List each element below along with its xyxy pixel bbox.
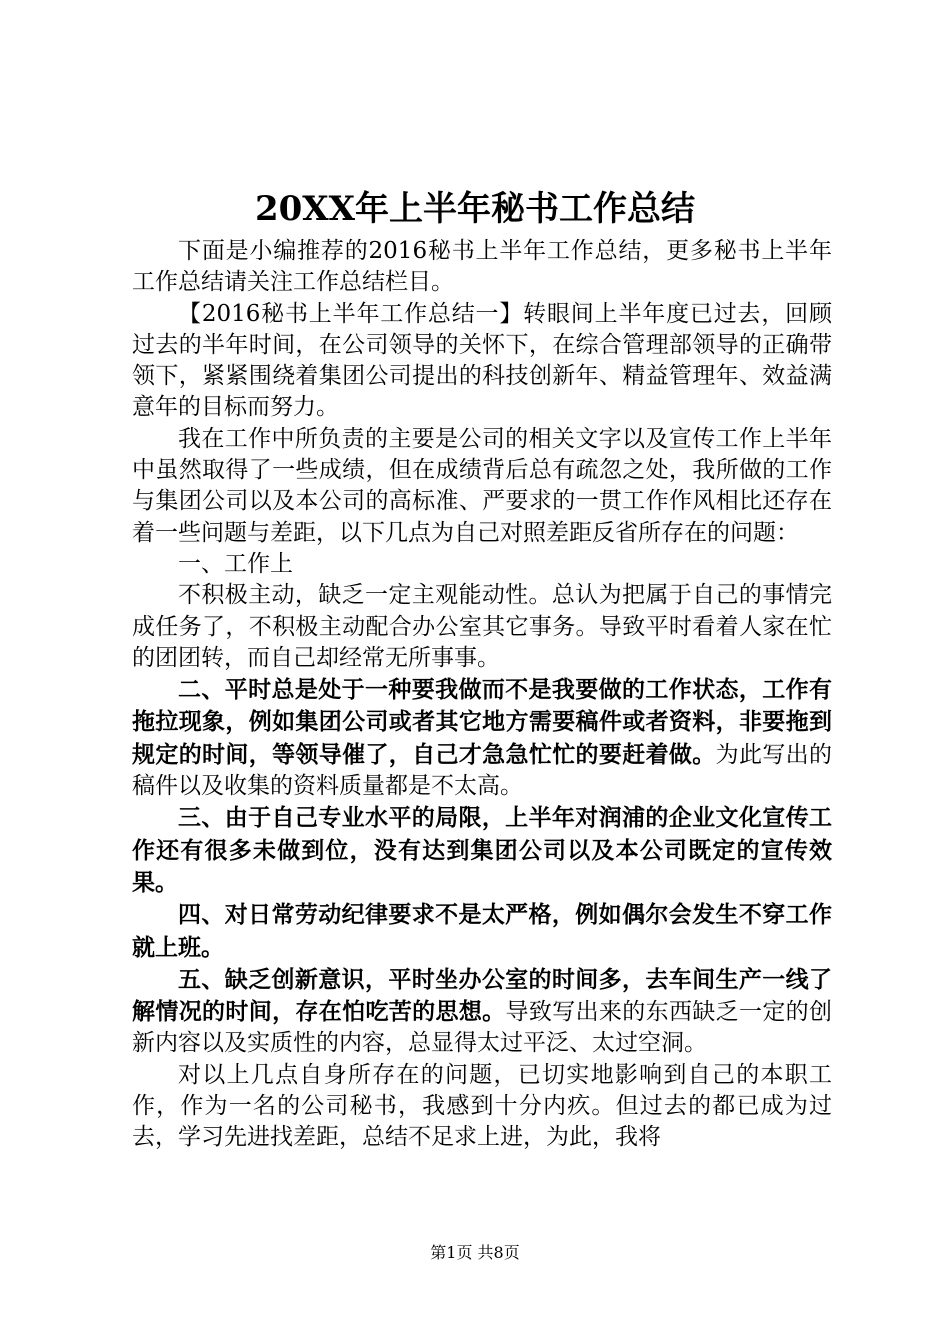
document-body	[132, 236, 832, 1154]
paragraph-point-five: 五、缺乏创新意识，平时坐办公室的时间多，去车间生产一线了解情况的时间，存在怕吃苦的思想。导致写出来的东西缺乏一定的创新内容以及实质性的内容，总显得太过平泛、太过空洞。	[132, 965, 833, 1057]
paragraph-point-three: 三、由于自己专业水平的局限，上半年对润浦的企业文化宣传工作还有很多未做到位，没有达到集团公司以及本公司既定的宣传效果。	[132, 804, 832, 896]
paragraph-summary-one: 【2016秘书上半年工作总结一】转眼间上半年度已过去，回顾过去的半年时间，在公司领导的关怀下，在综合管理部领导的正确带领下，紧紧围绕着集团公司提出的科技创新年、精益管理年、效益满意年的目标而努力。	[132, 300, 832, 421]
paragraph-reflection: 对以上几点自身所存在的问题，已切实地影响到自己的本职工作，作为一名的公司秘书，我感到十分内疚。但过去的都已成为过去，学习先进找差距，总结不足求上进，为此，我将	[132, 1061, 832, 1151]
document-title: 20XX年上半年秘书工作总结	[254, 189, 696, 229]
paragraph-initiative: 不积极主动，缺乏一定主观能动性。总认为把属于自己的事情完成任务了，不积极主动配合办公室其它事务。导致平时看着人家在忙的团团转，而自己却经常无所事事。	[132, 582, 832, 671]
section-heading-work: 一、工作上	[178, 550, 293, 577]
page-footer: 第1页 共8页	[430, 1243, 520, 1262]
paragraph-intro: 下面是小编推荐的2016秘书上半年工作总结，更多秘书上半年工作总结请关注工作总结栏目。	[132, 238, 832, 296]
paragraph-point-four: 四、对日常劳动纪律要求不是太严格，例如偶尔会发生不穿工作就上班。	[132, 901, 832, 961]
paragraph-point-two: 二、平时总是处于一种要我做而不是我要做的工作状态，工作有拖拉现象，例如集团公司或者其它地方需要稿件或者资料，非要拖到规定的时间，等领导催了，自己才急急忙忙的要赶着做。为此写出的稿件以及收集的资料质量都是不太高。	[132, 676, 833, 800]
paragraph-responsibilities: 我在工作中所负责的主要是公司的相关文字以及宣传工作上半年中虽然取得了一些成绩，但在成绩背后总有疏忽之处，我所做的工作与集团公司以及本公司的高标准、严要求的一贯工作作风相比还存在着一些问题与差距，以下几点为自己对照差距反省所存在的问题：	[132, 425, 832, 546]
